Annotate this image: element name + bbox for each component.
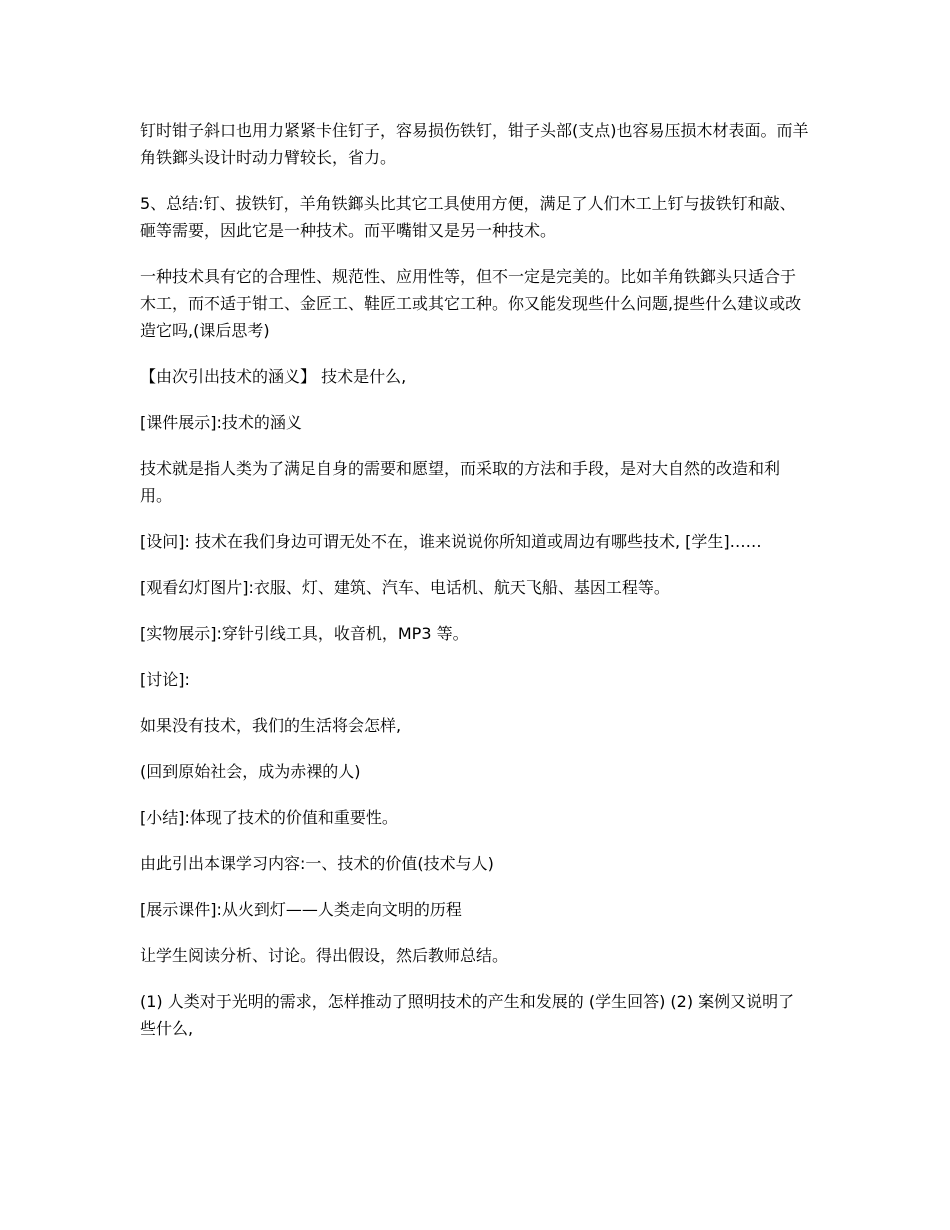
paragraph-summary: 5、总结:钉、拔铁钉，羊角铁鎯头比其它工具使用方便，满足了人们木工上钉与拔铁钉和敲、砸等需要，因此它是一种技术。而平嘴钳又是另一种技术。 — [140, 194, 796, 240]
paragraph-objects: [实物展示]:穿针引线工具，收音机，MP3 等。 — [140, 624, 469, 643]
paragraph-question: [设问]: 技术在我们身边可谓无处不在，谁来说说你所知道或周边有哪些技术, [学生]…… — [140, 532, 762, 551]
paragraph-discussion-label: [讨论]: — [140, 670, 190, 689]
paragraph-courseware-display: [课件展示]:技术的涵义 — [140, 413, 302, 432]
paragraph-courseware-fire-light: [展示课件]:从火到灯——人类走向文明的历程 — [140, 900, 462, 919]
paragraph-conclusion: [小结]:体现了技术的价值和重要性。 — [140, 808, 398, 827]
paragraph-technology-meaning-heading: 【由次引出技术的涵义】 技术是什么, — [140, 367, 407, 386]
paragraph-questions-list: (1) 人类对于光明的需求，怎样推动了照明技术的产生和发展的 (学生回答) (2) 案例又说明了些什么, — [140, 992, 795, 1038]
paragraph-discussion-question: 如果没有技术，我们的生活将会怎样, — [140, 716, 402, 735]
paragraph-slides: [观看幻灯图片]:衣服、灯、建筑、汽车、电话机、航天飞船、基因工程等。 — [140, 578, 670, 597]
paragraph-technology-traits: 一种技术具有它的合理性、规范性、应用性等，但不一定是完美的。比如羊角铁鎯头只适合于木工，而不适于钳工、金匠工、鞋匠工或其它工种。你又能发现些什么问题,提些什么建议或改造它吗,(课后思考) — [140, 267, 802, 340]
paragraph-discussion-answer: (回到原始社会，成为赤裸的人) — [140, 762, 361, 781]
paragraph-technology-definition: 技术就是指人类为了满足自身的需要和愿望，而采取的方法和手段，是对大自然的改造和利用。 — [140, 459, 781, 505]
paragraph-student-reading: 让学生阅读分析、讨论。得出假设，然后教师总结。 — [140, 946, 509, 965]
paragraph-lesson-content: 由此引出本课学习内容:一、技术的价值(技术与人) — [140, 854, 494, 873]
paragraph-pliers-drawback: 钉时钳子斜口也用力紧紧卡住钉子，容易损伤铁钉，钳子头部(支点)也容易压损木材表面。而羊角铁鎯头设计时动力臂较长，省力。 — [140, 121, 809, 167]
